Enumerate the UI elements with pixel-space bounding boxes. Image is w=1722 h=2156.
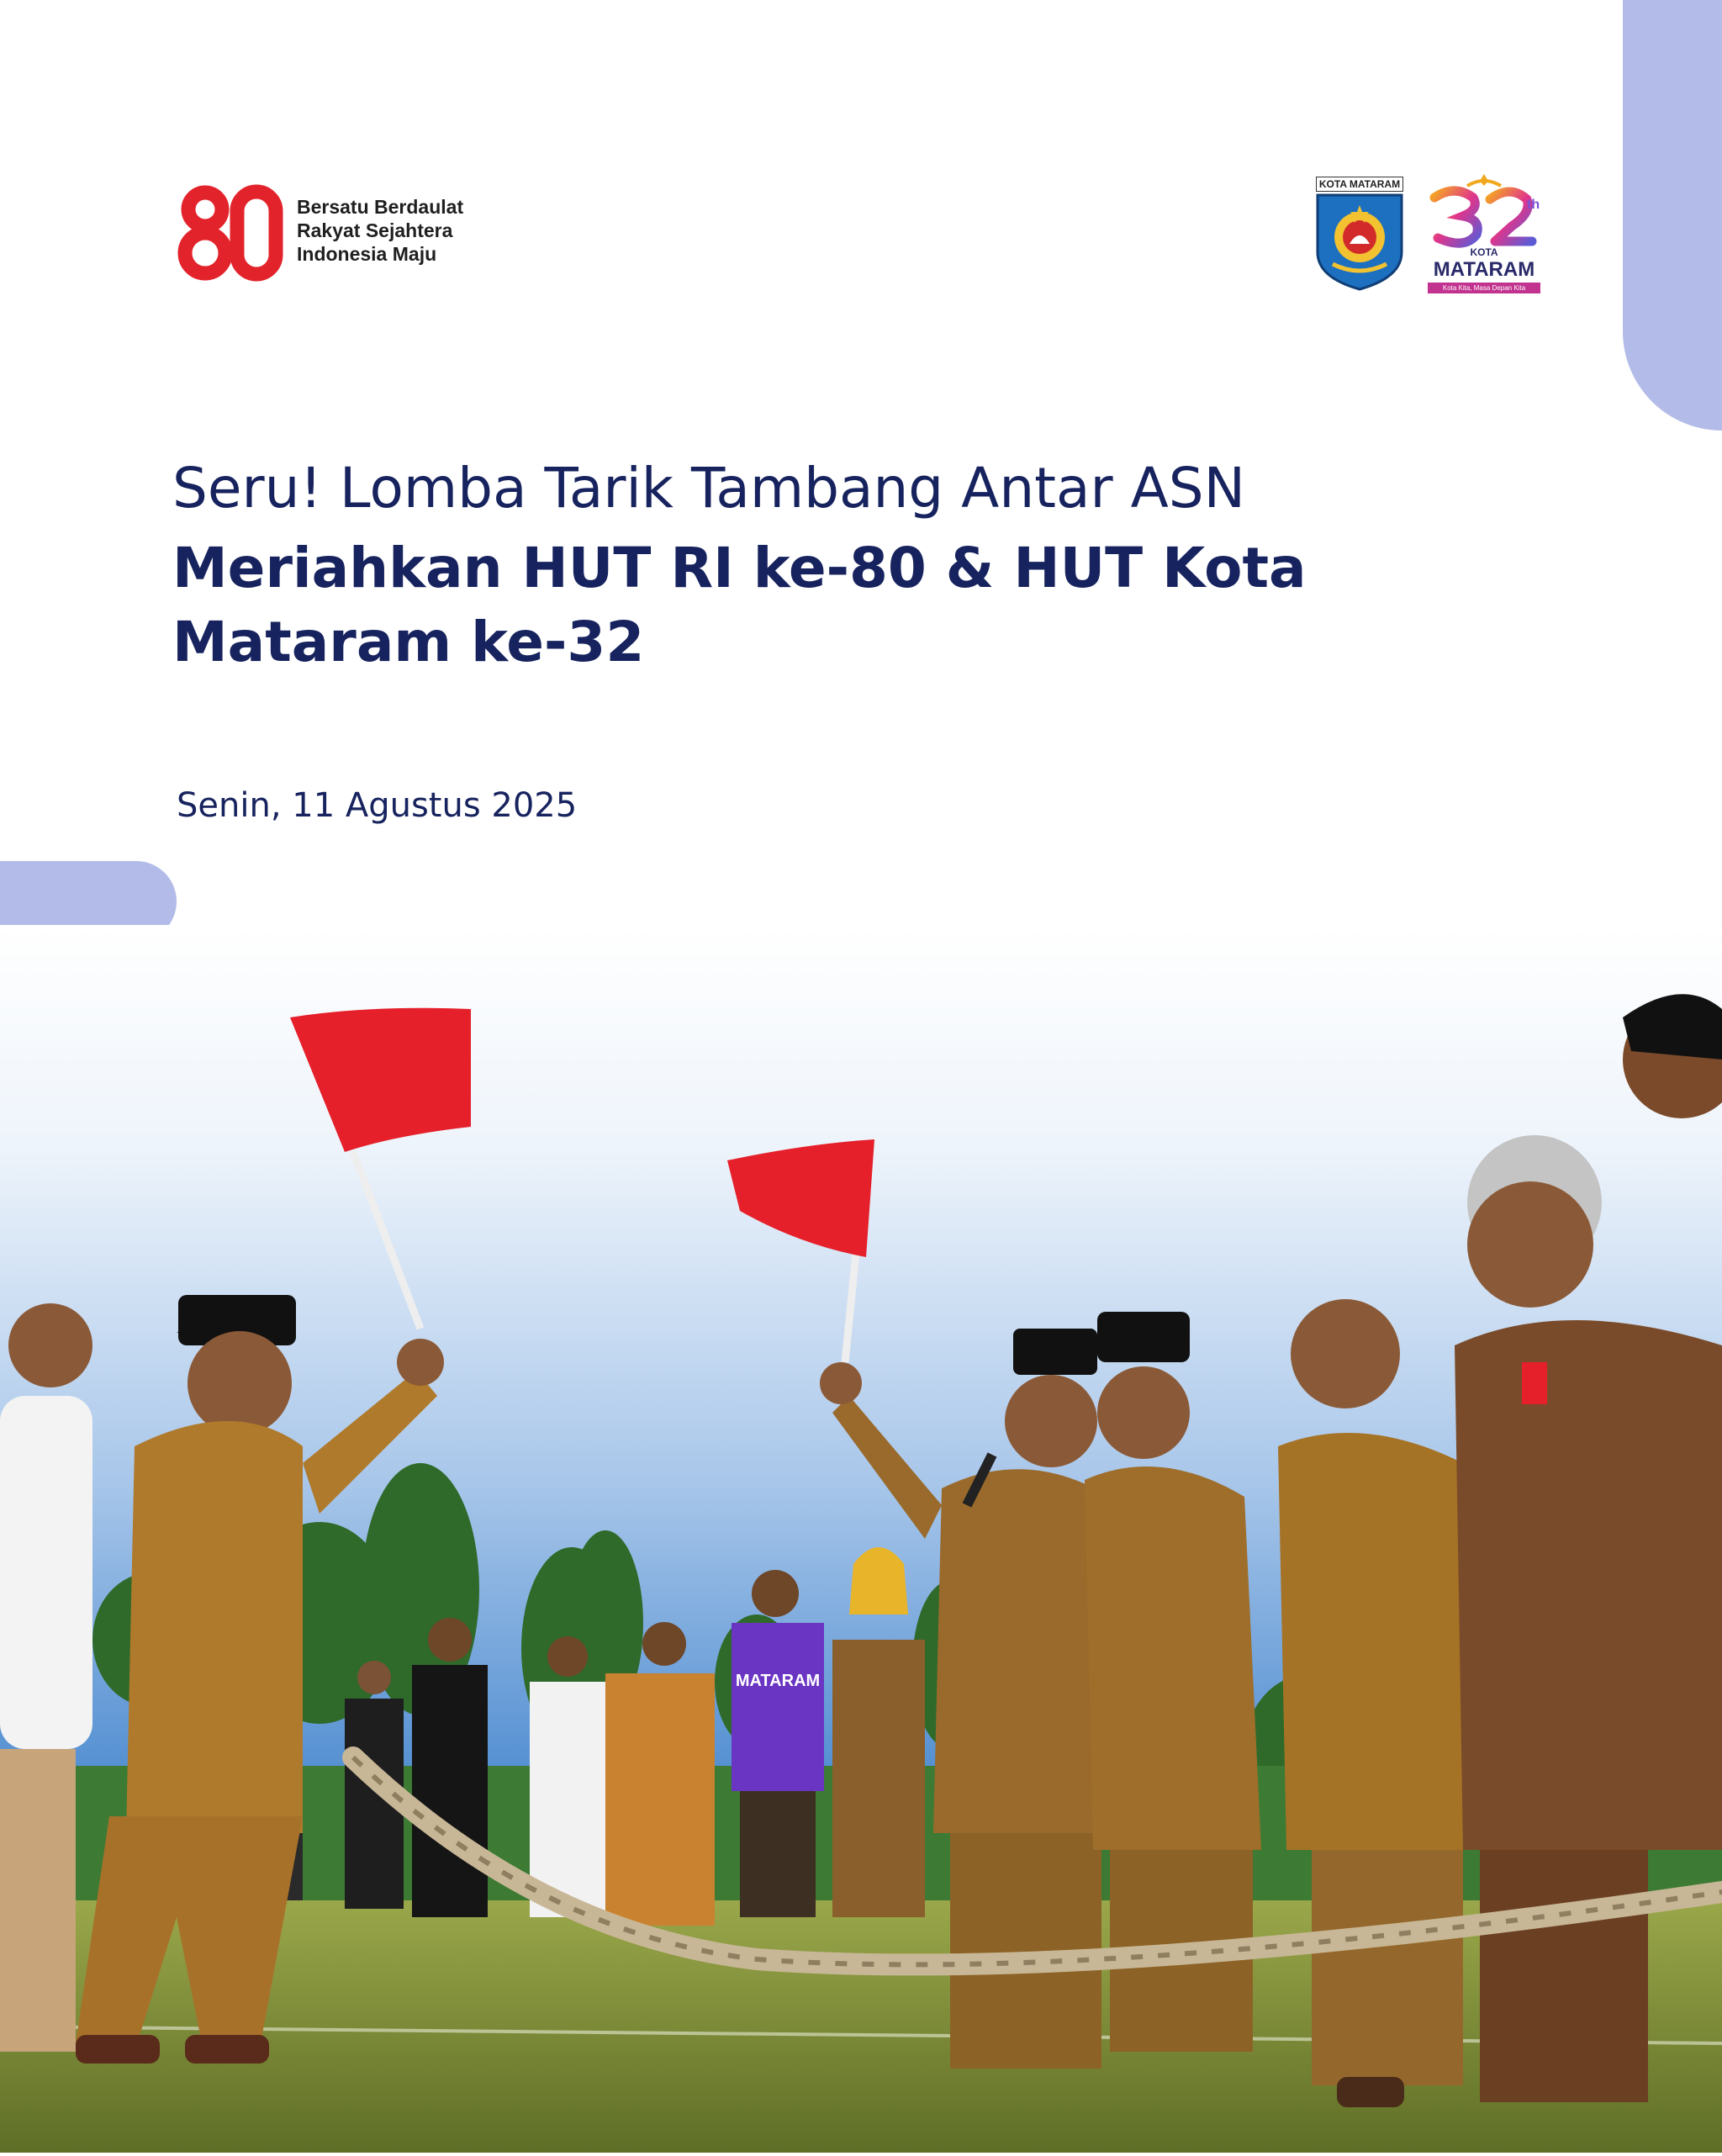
tagline-line-3: Indonesia Maju xyxy=(297,243,437,265)
hut-kota-mataram-32-logo xyxy=(1421,172,1547,299)
crest-label: KOTA MATARAM xyxy=(1316,177,1403,192)
shirt-print-text: MATARAM xyxy=(735,1672,821,1690)
tug-of-war-photo-illustration xyxy=(0,925,1722,2153)
kota-mataram-crest xyxy=(1316,177,1403,291)
hut-32-motto: Kota Kita, Masa Depan Kita xyxy=(1428,283,1540,293)
tagline-line-1: Bersatu Berdaulat xyxy=(297,196,464,218)
decorative-corner-shape xyxy=(1623,0,1722,431)
headline-line-1: Seru! Lomba Tarik Tambang Antar ASN xyxy=(172,456,1246,521)
logo-tagline xyxy=(297,195,463,266)
headline-bold xyxy=(172,531,1602,679)
tagline-line-2: Rakyat Sejahtera xyxy=(297,219,453,241)
hut-ri-80-logo xyxy=(177,183,479,283)
logo-80-number: 80 xyxy=(177,183,178,184)
hut-32-kota-label: KOTA xyxy=(1470,246,1498,258)
event-date: Senin, 11 Agustus 2025 xyxy=(177,786,578,825)
logo-80-mark xyxy=(177,183,286,283)
hut-32-suffix: th xyxy=(1527,198,1540,212)
event-photo xyxy=(0,925,1722,2153)
crest-shield-icon xyxy=(1316,193,1403,291)
headline-line-2: Meriahkan HUT RI ke-80 & HUT Kota xyxy=(172,536,1307,600)
headline-line-3: Mataram ke-32 xyxy=(172,610,645,674)
hut-32-city-label: MATARAM xyxy=(1433,258,1535,281)
